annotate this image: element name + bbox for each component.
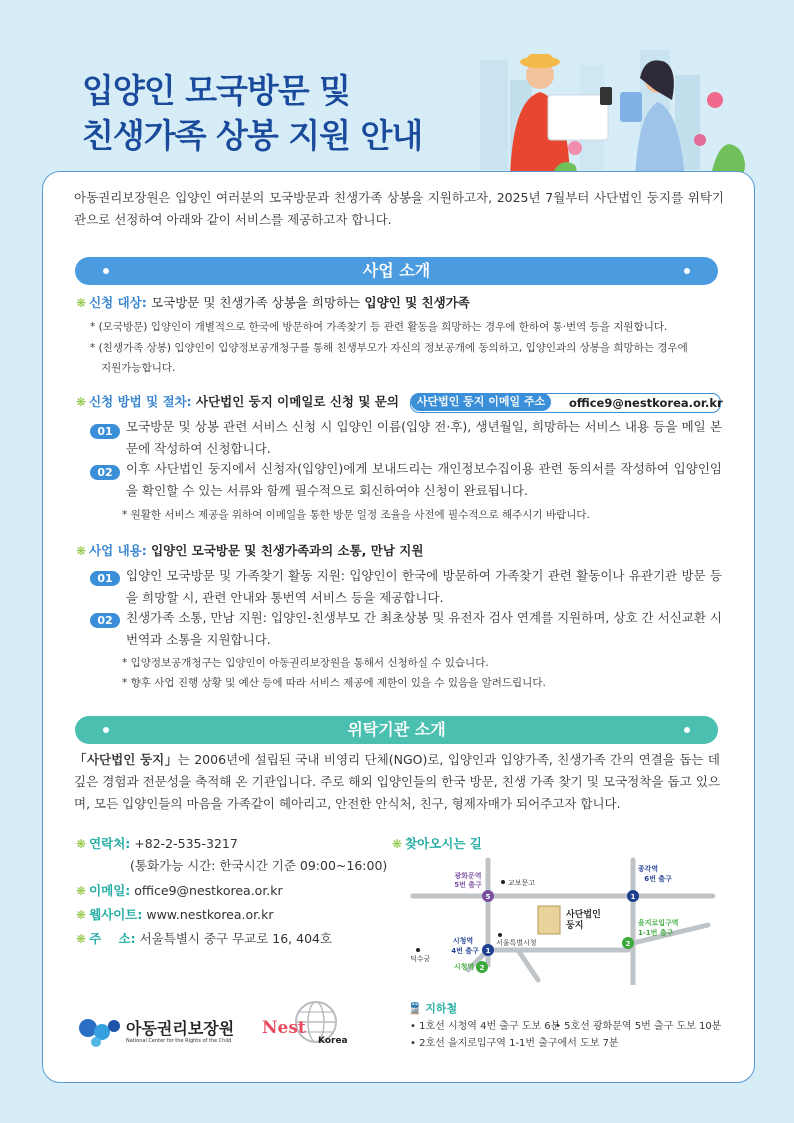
subway-line-1: • 1호선 시청역 4번 출구 도보 6분: [410, 1021, 561, 1032]
nest-logo-text: Nest: [262, 1018, 306, 1038]
method-step-1: 모국방문 및 상봉 관련 서비스 신청 시 입양인 이름(입양 전·후), 생년월일, 희망하는 서비스 내용 등을 메일 본문에 작성하여 신청합니다.: [126, 419, 722, 456]
content-step-2: 친생가족 소통, 만남 지원: 입양인-친생부모 간 최초상봉 및 유전자 검사 연계를 지원하며, 상호 간 서신교환 시 번역과 소통을 지원합니다.: [126, 610, 722, 647]
content-note-2: * 향후 사업 진행 상황 및 예산 등에 따라 서비스 제공에 제한이 있을 수 있음을 알려드립니다.: [122, 677, 546, 689]
ncrc-logo: [76, 1014, 246, 1054]
title-line-1: 입양인 모국방문 및: [82, 71, 351, 110]
addr-key: 주 소:: [89, 931, 136, 946]
content-step-1: 입양인 모국방문 및 가족찾기 활동 지원: 입양인이 한국에 방문하여 가족찾기 관련 활동이나 유관기관 방문 등을 희망할 시, 관련 안내와 통번역 서비스 등을 제공합니다.: [126, 568, 722, 605]
ncrc-logo-en: National Center for the Rights of the Child: [126, 1038, 232, 1044]
contact-address: [76, 929, 332, 949]
web-key: 웹사이트:: [89, 907, 143, 922]
map-label-deoksugung: 덕수궁: [410, 955, 431, 963]
ngo-text: 는 2006년에 설립된 국내 비영리 단체(NGO)로, 입양인과 입양가족, 친생가족 간의 연결을 돕는 데 깊은 경험과 전문성을 축적해 온 기관입니다. 주로 해외 입양인들의 한국 방문, 친생 가족 찾기 및 모국정착을 돕고 있으며, 모든 입양인들의 마음을 가족같이 헤아리고, 안전한 안식처, 친구, 형제자매가 되어주고자 합니다.: [74, 752, 720, 811]
subway-icon: 🚆: [408, 1002, 422, 1015]
section-title-business: 사업 소개: [362, 261, 431, 280]
content-bold: 입양인 모국방문 및 친생가족과의 소통, 만남 지원: [151, 543, 424, 558]
addr-value: 서울특별시 중구 무교로 16, 404호: [139, 931, 333, 946]
subway-line-3: • 2호선 을지로입구역 1-1번 출구에서 도보 7분: [410, 1038, 619, 1049]
method-step-2: 이후 사단법인 둥지에서 신청자(입양인)에게 보내드리는 개인정보수집이용 관련 동의서를 작성하여 입양인임을 확인할 수 있는 서류와 함께 필수적으로 회신하여야 신청이 완료됩니다.: [126, 461, 722, 498]
method-heading: [76, 393, 399, 411]
map-label-nest: 사단법인 둥지: [566, 910, 601, 931]
map-label-seoul-city: 서울특별시청: [496, 939, 537, 947]
target-note-3: 지원가능합니다.: [101, 362, 176, 374]
building-icon: [538, 906, 560, 934]
flower-icon: ❋: [392, 837, 403, 851]
map-label-cityhall-exit: 시청역 4번 출구: [451, 937, 479, 955]
map-label-kyobo: 교보문고: [508, 879, 536, 887]
target-note-2: * (친생가족 상봉) 입양인이 입양정보공개청구를 통해 친생부모가 자신의 정보공개에 동의하고, 입양인과의 상봉을 희망하는 경우에: [90, 342, 688, 354]
section-title-agency: 위탁기관 소개: [347, 720, 446, 739]
email-box-label: 사단법인 둥지 이메일 주소: [411, 393, 551, 411]
nest-logo: [260, 998, 360, 1050]
method-bold: 사단법인 둥지 이메일로 신청 및 문의: [196, 394, 399, 409]
flower-icon: ❋: [76, 908, 87, 922]
phone-key: 연락처:: [89, 836, 131, 851]
map-label-euljiro: 을지로입구역 1-1번 출구: [638, 919, 679, 937]
step-number: 02: [90, 465, 120, 480]
title-line-2: 친생가족 상봉 지원 안내: [82, 116, 423, 155]
bar-dot-left: [103, 727, 109, 733]
content-key: 사업 내용:: [89, 543, 147, 558]
method-note: * 원활한 서비스 제공을 위하여 이메일을 통한 방문 일정 조율을 사전에 필수적으로 해주시기 바랍니다.: [122, 509, 590, 521]
svg-text:1: 1: [630, 893, 636, 901]
content-note-1: * 입양정보공개청구는 입양인이 아동권리보장원을 통해서 신청하실 수 있습니다.: [122, 657, 489, 669]
flower-icon: ❋: [76, 296, 87, 310]
intro-paragraph: 아동권리보장원은 입양인 여러분의 모국방문과 친생가족 상봉을 지원하고자, 2025년 7월부터 사단법인 둥지를 위탁기관으로 선정하여 아래와 같이 서비스를 제공하고자 합니다.: [74, 190, 724, 227]
email-box: [410, 393, 721, 413]
map-title: 찾아오시는 길: [405, 836, 482, 851]
subway-heading: [408, 999, 457, 1019]
contact-phone: [76, 834, 238, 854]
flower-icon: ❋: [76, 395, 87, 409]
email-box-value[interactable]: office9@nestkorea.or.kr: [569, 396, 723, 410]
contact-email: [76, 881, 283, 901]
map-heading: [392, 834, 482, 854]
contact-hours: (통화가능 시간: 한국시간 기준 09:00~16:00): [130, 858, 388, 873]
section-bar-agency: [75, 716, 718, 744]
map-label-gwanghwamun: 광화문역 5번 출구: [454, 872, 482, 889]
location-map: [408, 855, 718, 985]
flower-icon: ❋: [76, 932, 87, 946]
svg-text:5: 5: [485, 893, 491, 901]
map-label-cityhall: 시청역: [453, 963, 475, 971]
content-heading: [76, 542, 423, 560]
target-heading: [76, 294, 470, 312]
svg-text:1: 1: [485, 947, 491, 955]
web-value[interactable]: www.nestkorea.or.kr: [146, 907, 274, 922]
target-text: 모국방문 및 친생가족 상봉을 희망하는: [151, 295, 361, 310]
map-label-jonggak: 종각역 6번 출구: [637, 865, 672, 883]
flower-icon: ❋: [76, 884, 87, 898]
ncrc-logo-text: 아동권리보장원: [126, 1019, 235, 1038]
step-number: 02: [90, 613, 120, 628]
bar-dot-right: [684, 268, 690, 274]
ncrc-logo-icon: [76, 1014, 122, 1048]
phone-value[interactable]: +82-2-535-3217: [134, 836, 238, 851]
method-key: 신청 방법 및 절차:: [89, 394, 192, 409]
target-key: 신청 대상:: [89, 295, 147, 310]
flower-icon: ❋: [76, 837, 87, 851]
page-title: [82, 68, 422, 158]
svg-text:2: 2: [479, 964, 485, 972]
travelers-illustration: [440, 40, 780, 180]
email-value[interactable]: office9@nestkorea.or.kr: [134, 883, 283, 898]
step-number: 01: [90, 424, 120, 439]
step-number: 01: [90, 571, 120, 586]
contact-web: [76, 905, 274, 925]
target-note-1: * (모국방문) 입양인이 개별적으로 한국에 방문하여 가족찾기 등 관련 활동을 희망하는 경우에 한하여 통·번역 등을 지원합니다.: [90, 321, 668, 333]
subway-title: 지하철: [425, 1002, 458, 1015]
svg-text:2: 2: [625, 940, 631, 948]
email-key: 이메일:: [89, 883, 131, 898]
ngo-lead: 「사단법인 둥지」: [74, 752, 178, 767]
section-bar-business: [75, 257, 718, 285]
flower-icon: ❋: [76, 544, 87, 558]
ngo-paragraph: [74, 749, 720, 815]
nest-logo-korea: Korea: [318, 1036, 348, 1046]
bar-dot-right: [684, 727, 690, 733]
subway-line-2: • 5호선 광화문역 5번 출구 도보 10분: [555, 1021, 722, 1032]
target-bold: 입양인 및 친생가족: [364, 295, 470, 310]
bar-dot-left: [103, 268, 109, 274]
